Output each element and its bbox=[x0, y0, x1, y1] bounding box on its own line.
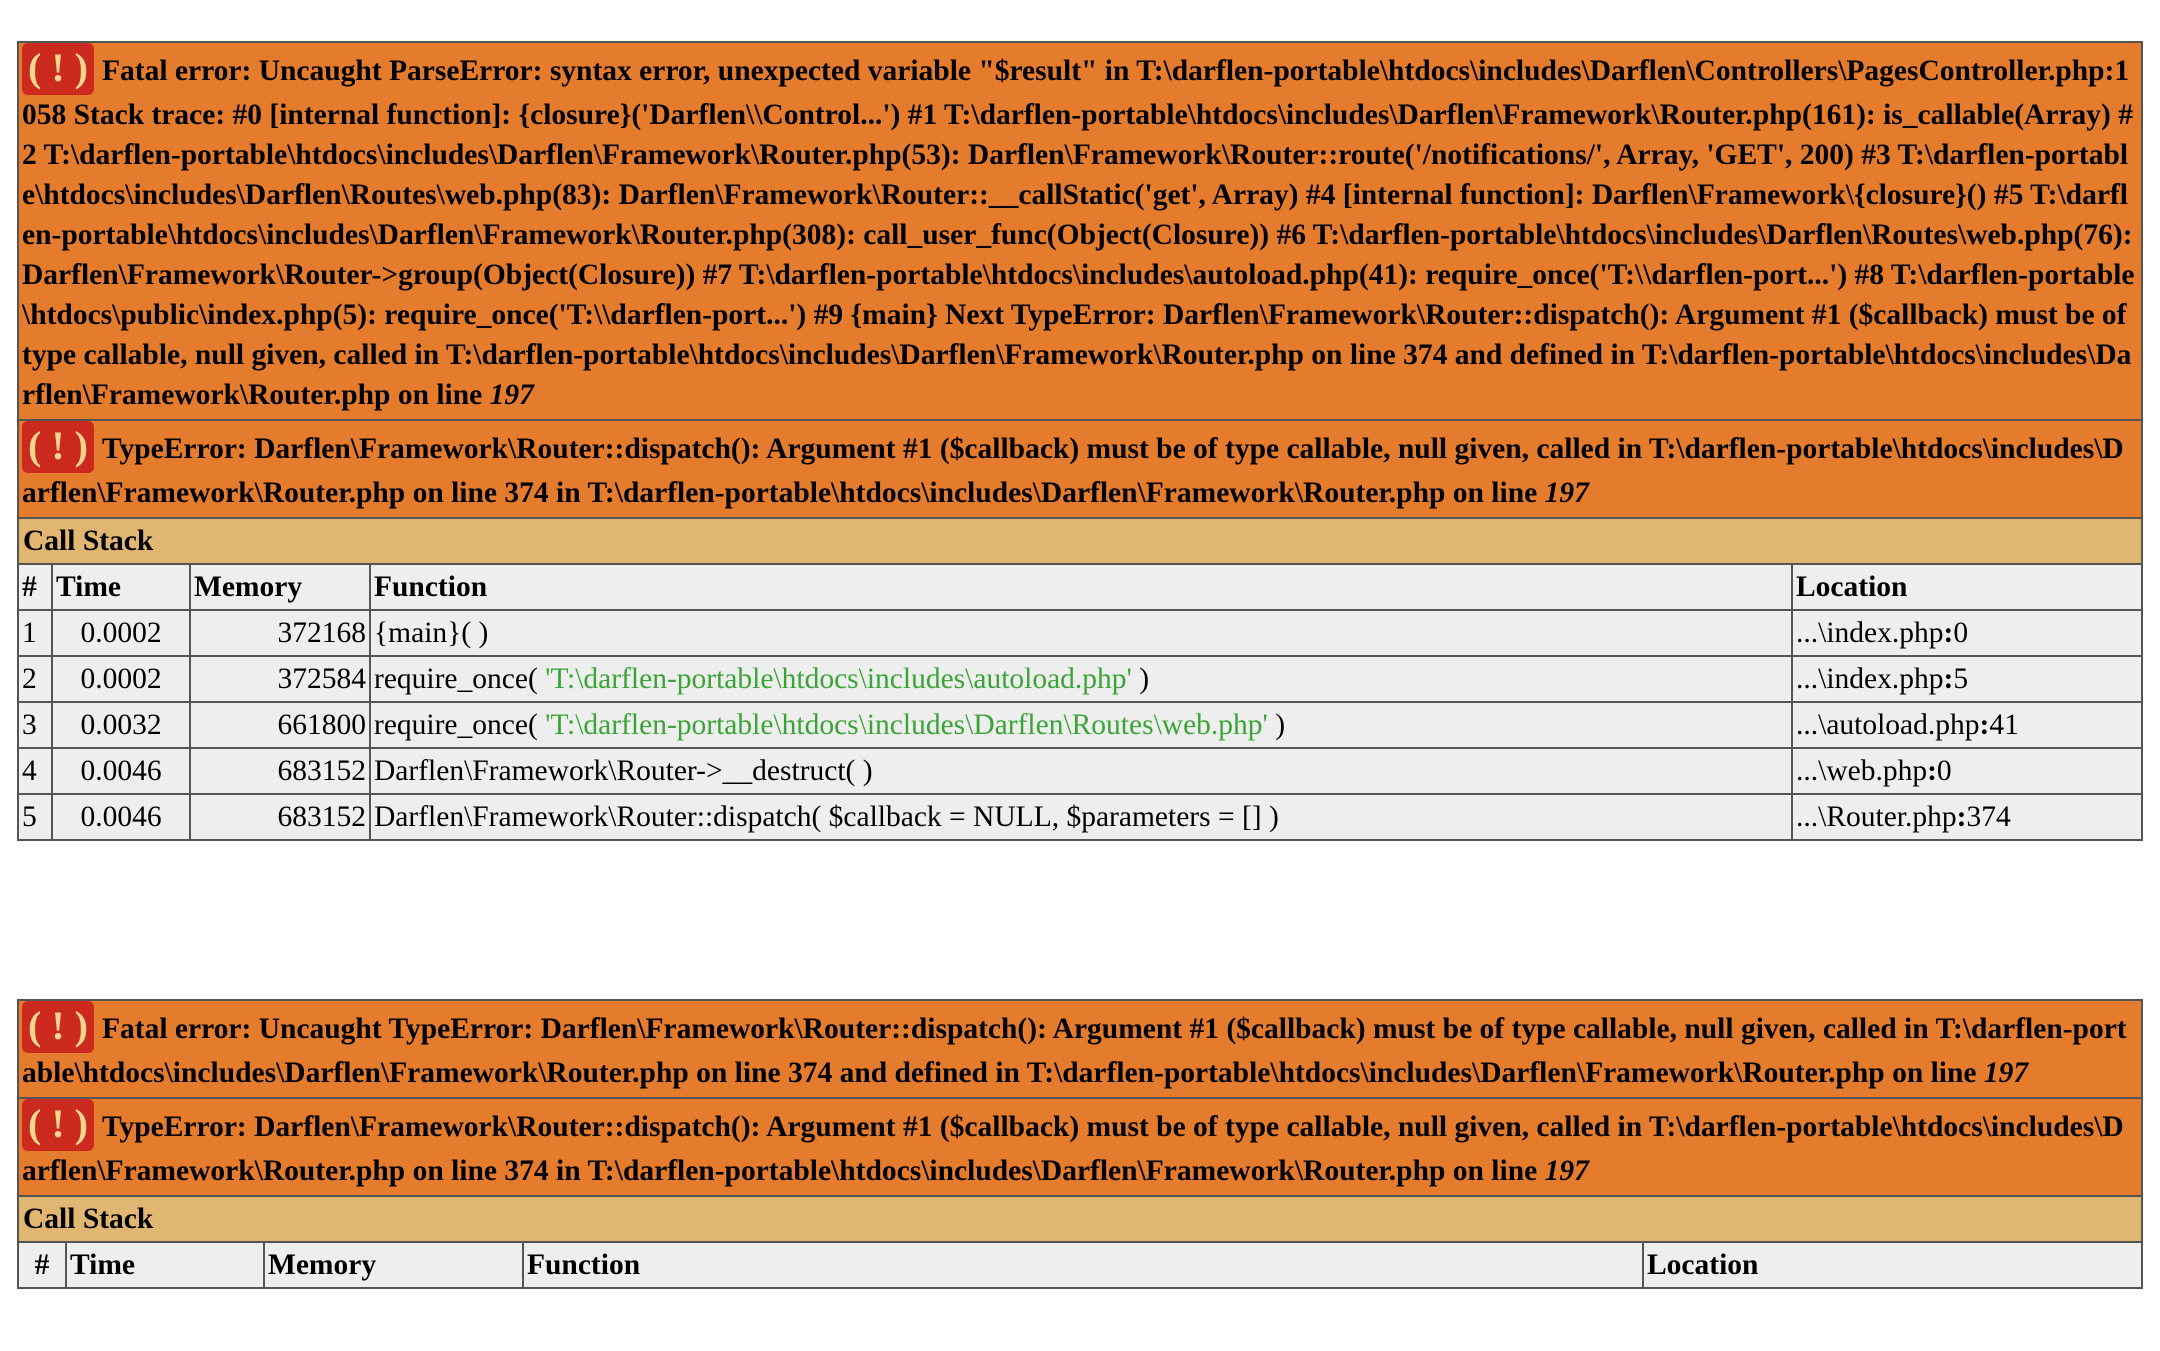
frame-memory: 661800 bbox=[190, 702, 370, 748]
location-file[interactable]: ...\autoload.php bbox=[1796, 708, 1980, 741]
frame-function bbox=[370, 610, 1792, 656]
col-header-function: Function bbox=[523, 1242, 1643, 1288]
frame-memory: 372584 bbox=[190, 656, 370, 702]
table-row bbox=[18, 748, 2142, 794]
location-file[interactable]: ...\web.php bbox=[1796, 754, 1928, 787]
frame-num: 2 bbox=[18, 656, 52, 702]
frame-time: 0.0002 bbox=[52, 656, 190, 702]
frame-num: 1 bbox=[18, 610, 52, 656]
warning-icon: ( ! ) bbox=[22, 1001, 94, 1053]
frame-time: 0.0002 bbox=[52, 610, 190, 656]
function-close: ) bbox=[1131, 662, 1150, 695]
fatal-error-message bbox=[18, 42, 2142, 420]
function-name: Darflen\Framework\Router->__destruct( ) bbox=[374, 754, 873, 787]
location-line: 374 bbox=[1966, 800, 2011, 833]
xdebug-error-table-1 bbox=[17, 41, 2143, 841]
function-name: require_once( bbox=[374, 708, 546, 741]
type-error-message bbox=[18, 420, 2142, 518]
location-file[interactable]: ...\index.php bbox=[1796, 616, 1944, 649]
table-row bbox=[18, 702, 2142, 748]
col-header-location: Location bbox=[1792, 564, 2142, 610]
warning-icon: ( ! ) bbox=[22, 1099, 94, 1151]
frame-function bbox=[370, 702, 1792, 748]
col-header-memory: Memory bbox=[264, 1242, 523, 1288]
type-error-message bbox=[18, 1098, 2142, 1196]
col-header-time: Time bbox=[66, 1242, 264, 1288]
location-line: 0 bbox=[1953, 616, 1969, 649]
frame-time: 0.0046 bbox=[52, 794, 190, 840]
frame-time: 0.0032 bbox=[52, 702, 190, 748]
frame-location[interactable]: ...\index.php:5 bbox=[1792, 656, 2142, 702]
type-error-text: TypeError: Darflen\Framework\Router::dispatch(): Argument #1 ($callback) must be of type callable, null given, called in T:\darflen-portable\htdocs\includes\Darflen\Framework\Router.php on line 374 in T:\darflen-portable\htdocs\includes\Darflen\Framework\Router.php on line bbox=[22, 1111, 2124, 1188]
type-error-text: TypeError: Darflen\Framework\Router::dispatch(): Argument #1 ($callback) must be of type callable, null given, called in T:\darflen-portable\htdocs\includes\Darflen\Framework\Router.php on line 374 in T:\darflen-portable\htdocs\includes\Darflen\Framework\Router.php on line bbox=[22, 433, 2124, 510]
location-file[interactable]: ...\index.php bbox=[1796, 662, 1944, 695]
table-row bbox=[18, 610, 2142, 656]
frame-num: 4 bbox=[18, 748, 52, 794]
frame-memory: 683152 bbox=[190, 748, 370, 794]
table-row bbox=[18, 656, 2142, 702]
fatal-error-text: Fatal error: Uncaught ParseError: syntax error, unexpected variable "$result" in T:\darflen-portable\htdocs\includes\Darflen\Controllers\PagesController.php:1058 Stack trace: #0 [internal function]: {closure}('Darflen\\Control...') #1 T:\darflen-portable\htdocs\includes\Darflen\Framework\Router.php(161): is_callable(Array) #2 T:\darflen-portable\htdocs\includes\Darflen\Framework\Router.php(53): Darflen\Framework\Router::route('/notifications/', Array, 'GET', 200) #3 T:\darflen-portable\htdocs\includes\Darflen\Routes\web.php(83): Darflen\Framework\Router::__callStatic('get', Array) #4 [internal function]: Darflen\Framework\{closure}() #5 T:\darflen-portable\htdocs\includes\Darflen\Framework\Router.php(308): call_user_func(Object(Closure)) #6 T:\darflen-portable\htdocs\includes\Darflen\Routes\web.php(76): Darflen\Framework\Router->group(Object(Closure)) #7 T:\darflen-portable\htdocs\includes\autoload.php(41): require_once('T:\\darflen-port...') #8 T:\darflen-portable\htdocs\public\index.php(5): require_once('T:\\darflen-port...') #9 {main} Next TypeError: Darflen\Framework\Router::dispatch(): Argument #1 ($callback) must be of type callable, null given, called in T:\darflen-portable\htdocs\includes\Darflen\Framework\Router.php on line 374 and defined in T:\darflen-portable\htdocs\includes\Darflen\Framework\Router.php on line bbox=[22, 55, 2135, 412]
warning-icon: ( ! ) bbox=[22, 421, 94, 473]
frame-num: 3 bbox=[18, 702, 52, 748]
function-arg-string: 'T:\darflen-portable\htdocs\includes\autoload.php' bbox=[545, 662, 1132, 695]
frame-location[interactable]: ...\autoload.php:41 bbox=[1792, 702, 2142, 748]
frame-memory: 372168 bbox=[190, 610, 370, 656]
location-line: 41 bbox=[1989, 708, 2019, 741]
xdebug-error-table-2 bbox=[17, 999, 2143, 1289]
col-header-function: Function bbox=[370, 564, 1792, 610]
col-header-location: Location bbox=[1643, 1242, 2142, 1288]
function-close: ) bbox=[1267, 708, 1286, 741]
location-line: 0 bbox=[1936, 754, 1952, 787]
location-line: 5 bbox=[1953, 662, 1969, 695]
warning-icon: ( ! ) bbox=[22, 43, 94, 95]
col-header-time: Time bbox=[52, 564, 190, 610]
function-name: Darflen\Framework\Router::dispatch( $callback = NULL, $parameters = [] ) bbox=[374, 800, 1279, 833]
col-header-memory: Memory bbox=[190, 564, 370, 610]
frame-location[interactable]: ...\index.php:0 bbox=[1792, 610, 2142, 656]
type-error-line: 197 bbox=[1544, 1155, 1589, 1188]
frame-num: 5 bbox=[18, 794, 52, 840]
call-stack-header-row bbox=[18, 1242, 2142, 1288]
frame-location[interactable]: ...\web.php:0 bbox=[1792, 748, 2142, 794]
call-stack-title: Call Stack bbox=[18, 518, 2142, 564]
function-arg-string: 'T:\darflen-portable\htdocs\includes\Darflen\Routes\web.php' bbox=[545, 708, 1268, 741]
function-name: require_once( bbox=[374, 662, 546, 695]
fatal-error-line: 197 bbox=[489, 379, 534, 412]
call-stack-header-row bbox=[18, 564, 2142, 610]
frame-location[interactable]: ...\Router.php:374 bbox=[1792, 794, 2142, 840]
fatal-error-text: Fatal error: Uncaught TypeError: Darflen\Framework\Router::dispatch(): Argument #1 ($callback) must be of type callable, null given, called in T:\darflen-portable\htdocs\includes\Darflen\Framework\Router.php on line 374 and defined in T:\darflen-portable\htdocs\includes\Darflen\Framework\Router.php on line bbox=[22, 1013, 2127, 1090]
frame-function bbox=[370, 794, 1792, 840]
call-stack-title: Call Stack bbox=[18, 1196, 2142, 1242]
frame-memory: 683152 bbox=[190, 794, 370, 840]
frame-function bbox=[370, 748, 1792, 794]
table-row bbox=[18, 794, 2142, 840]
location-file[interactable]: ...\Router.php bbox=[1796, 800, 1957, 833]
frame-time: 0.0046 bbox=[52, 748, 190, 794]
frame-function bbox=[370, 656, 1792, 702]
function-name: {main}( ) bbox=[374, 616, 489, 649]
col-header-num: # bbox=[18, 1242, 66, 1288]
fatal-error-message bbox=[18, 1000, 2142, 1098]
col-header-num: # bbox=[18, 564, 52, 610]
type-error-line: 197 bbox=[1544, 477, 1589, 510]
fatal-error-line: 197 bbox=[1983, 1057, 2029, 1090]
